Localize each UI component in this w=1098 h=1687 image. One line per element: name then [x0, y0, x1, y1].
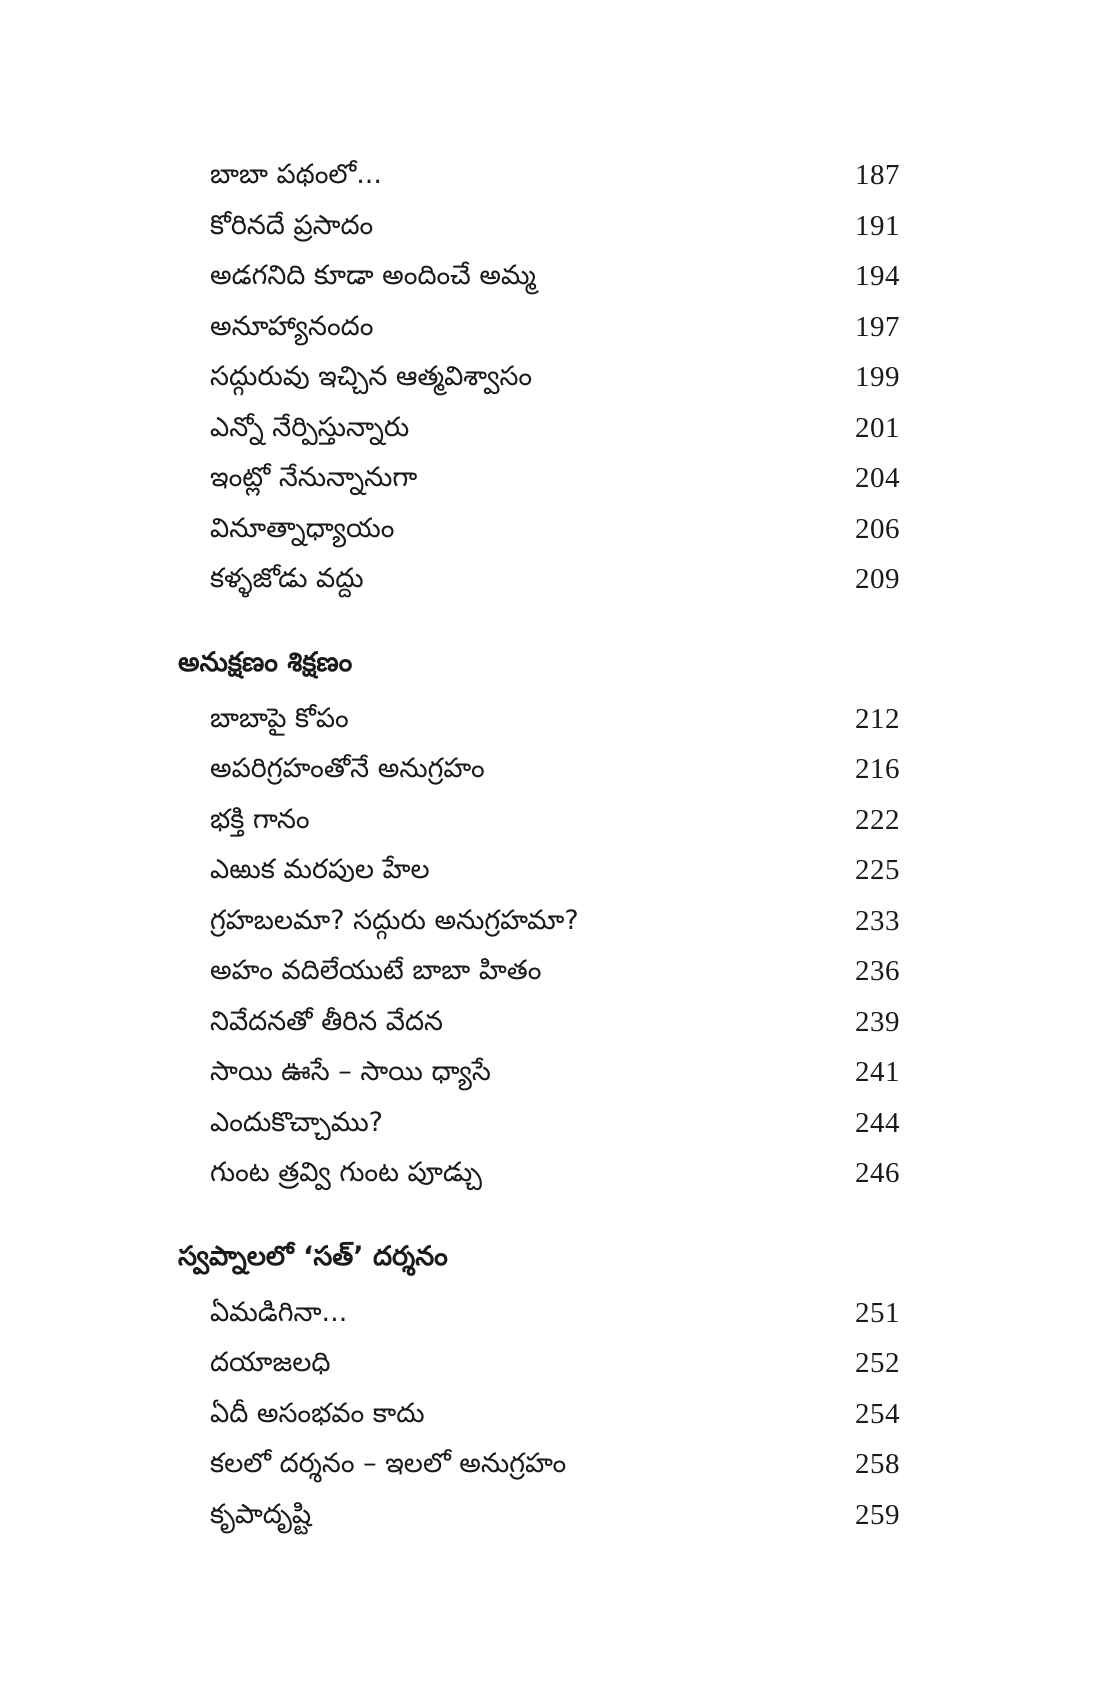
- toc-entry: [178, 795, 900, 846]
- toc-entry: [178, 453, 900, 504]
- entry-page-number: 233: [855, 904, 900, 937]
- entry-title: సాయి ఊసే – సాయి ధ్యాసే: [210, 1056, 491, 1087]
- entry-page-number: 241: [855, 1056, 900, 1088]
- entry-page-number: 258: [855, 1448, 900, 1480]
- entry-page-number: 212: [855, 702, 900, 735]
- entry-title: గుంట త్రవ్వి గుంట పూడ్చు: [210, 1157, 482, 1188]
- toc-entry: [178, 845, 900, 896]
- entry-page-number: 191: [855, 209, 900, 242]
- entry-title: అడగనిది కూడా అందించే అమ్మ: [210, 260, 536, 291]
- entry-page-number: 197: [855, 310, 900, 343]
- toc-entry: [178, 201, 900, 252]
- entry-title: కలలో దర్శనం – ఇలలో అనుగ్రహం: [210, 1448, 567, 1479]
- entry-page-number: 204: [855, 462, 900, 494]
- entry-page-number: 239: [855, 1005, 900, 1038]
- toc-entry: [178, 1098, 900, 1149]
- entry-title: భక్తి గానం: [210, 803, 310, 835]
- entry-title: అనూహ్యానందం: [210, 310, 374, 342]
- entry-page-number: 254: [855, 1397, 900, 1430]
- toc-entry: [178, 352, 900, 403]
- toc-entry: [178, 744, 900, 795]
- entry-title: ఏమడిగినా...: [210, 1296, 348, 1328]
- entry-title: సద్గురువు ఇచ్చిన ఆత్మవిశ్వాసం: [210, 361, 533, 392]
- entry-page-number: 259: [855, 1498, 900, 1531]
- entry-title: కళ్ళజోడు వద్దు: [210, 563, 364, 594]
- toc-entry: [178, 946, 900, 997]
- entry-title: అహం వదిలేయుటే బాబా హితం: [210, 955, 542, 986]
- entry-title: దయాజలధి: [210, 1347, 331, 1378]
- entry-page-number: 236: [855, 955, 900, 987]
- entry-page-number: 225: [855, 854, 900, 886]
- toc-entry: [178, 997, 900, 1048]
- toc-entry: [178, 302, 900, 353]
- entry-title: ఇంట్లో నేనున్నానుగా: [210, 462, 418, 493]
- toc-entry: [178, 251, 900, 302]
- toc-entry: [178, 1338, 900, 1389]
- toc-entry: [178, 150, 900, 201]
- entry-page-number: 201: [855, 411, 900, 444]
- entry-page-number: 251: [855, 1296, 900, 1329]
- table-of-contents: [178, 150, 900, 1540]
- entry-page-number: 216: [855, 753, 900, 785]
- entry-page-number: 244: [855, 1106, 900, 1139]
- entry-title: బాబా పథంలో...: [210, 159, 382, 190]
- entry-page-number: 209: [855, 563, 900, 595]
- entry-title: బాబాపై కోపం: [210, 702, 349, 734]
- entry-title: గ్రహబలమా? సద్గురు అనుగ్రహమా?: [210, 904, 579, 936]
- toc-entry: [178, 1389, 900, 1440]
- entry-title: కృపాదృష్టి: [210, 1498, 312, 1530]
- entry-title: ఎఱుక మరపుల హేల: [210, 854, 430, 885]
- section-heading: స్వప్నాలలో ‘సత్’ దర్శనం: [178, 1240, 448, 1272]
- toc-entry: [178, 403, 900, 454]
- entry-page-number: 199: [855, 361, 900, 393]
- toc-entry: [178, 896, 900, 947]
- toc-entry: [178, 1148, 900, 1199]
- section-heading: అనుక్షణం శిక్షణం: [178, 646, 353, 678]
- entry-page-number: 252: [855, 1347, 900, 1379]
- toc-entry: [178, 694, 900, 745]
- entry-title: కోరినదే ప్రసాదం: [210, 209, 374, 241]
- entry-page-number: 222: [855, 803, 900, 836]
- entry-page-number: 187: [855, 159, 900, 191]
- toc-entry: [178, 1490, 900, 1541]
- section-spacer: [178, 1199, 900, 1232]
- entry-title: ఎందుకొచ్చాము?: [210, 1106, 384, 1138]
- entry-title: అపరిగ్రహంతోనే అనుగ్రహం: [210, 753, 485, 784]
- toc-entry: [178, 554, 900, 605]
- toc-entry: [178, 1047, 900, 1098]
- entry-title: ఎన్నో నేర్పిస్తున్నారు: [210, 411, 410, 443]
- entry-page-number: 194: [855, 260, 900, 292]
- entry-title: వినూత్నాధ్యాయం: [210, 512, 395, 544]
- toc-entry: [178, 504, 900, 555]
- section-spacer: [178, 605, 900, 638]
- toc-entry: [178, 1439, 900, 1490]
- toc-entry: [178, 1288, 900, 1339]
- entry-title: నివేదనతో తీరిన వేదన: [210, 1005, 443, 1037]
- entry-title: ఏదీ అసంభవం కాదు: [210, 1397, 425, 1429]
- entry-page-number: 206: [855, 512, 900, 545]
- entry-page-number: 246: [855, 1157, 900, 1189]
